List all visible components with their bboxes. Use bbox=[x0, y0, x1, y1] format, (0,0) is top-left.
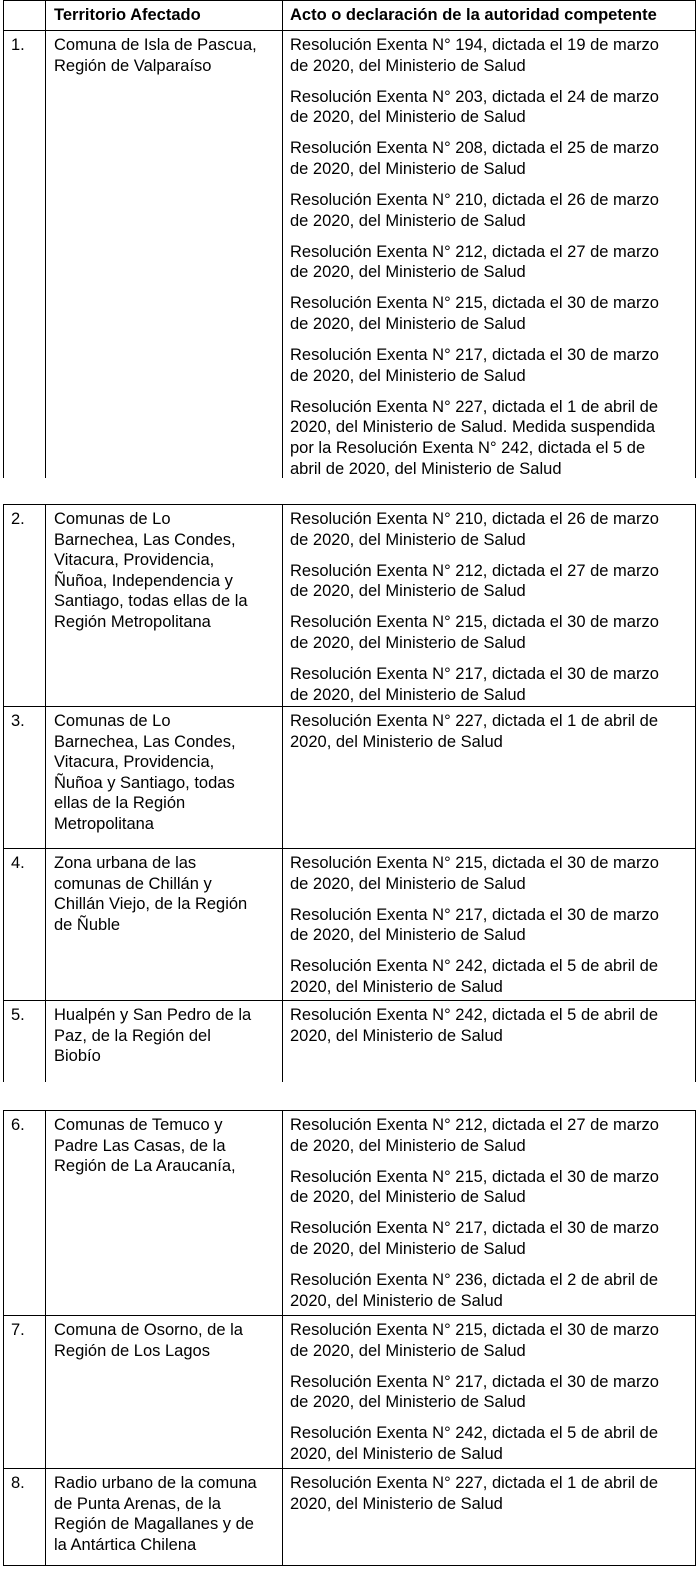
territory-line: de Punta Arenas, de la bbox=[54, 1494, 221, 1513]
resolution-line: de 2020, del Ministerio de Salud bbox=[290, 108, 526, 127]
resolution-line: 2020, del Ministerio de Salud. Medida suspendida bbox=[290, 418, 656, 437]
resolution-entry bbox=[290, 664, 691, 705]
table-header-row bbox=[3, 0, 696, 30]
resolution-line: Resolución Exenta N° 227, dictada el 1 de abril de bbox=[290, 397, 658, 416]
resolution-entry bbox=[290, 138, 691, 179]
territory-line: Comunas de Lo bbox=[54, 510, 171, 528]
territory-line: Zona urbana de las bbox=[54, 854, 197, 872]
territory-line: Vitacura, Providencia, bbox=[54, 753, 215, 772]
act-list bbox=[290, 711, 691, 763]
resolution-line: Resolución Exenta N° 242, dictada el 5 de abril de bbox=[290, 1006, 658, 1024]
table-row bbox=[3, 1315, 696, 1468]
header-number-cell bbox=[3, 0, 45, 30]
header-act-wrapper bbox=[290, 5, 691, 26]
row-number-cell bbox=[3, 1110, 45, 1315]
resolution-entry bbox=[290, 242, 691, 283]
territory-line: Chillán Viejo, de la Región bbox=[54, 895, 248, 914]
resolution-entry bbox=[290, 905, 691, 946]
resolution-line: de 2020, del Ministerio de Salud bbox=[290, 582, 526, 601]
resolution-line: 2020, del Ministerio de Salud bbox=[290, 1494, 503, 1513]
territory-cell bbox=[45, 30, 282, 504]
act-cell bbox=[282, 504, 696, 706]
territory-text bbox=[54, 1473, 274, 1555]
resolution-line: Resolución Exenta N° 242, dictada el 5 de abril de bbox=[290, 1424, 658, 1443]
row-number: 1. bbox=[11, 36, 25, 54]
act-list bbox=[290, 853, 691, 1008]
header-territory-cell bbox=[45, 0, 282, 30]
resolution-line: de 2020, del Ministerio de Salud bbox=[290, 159, 526, 178]
territory-text bbox=[54, 509, 274, 633]
act-cell bbox=[282, 1468, 696, 1566]
territory-line: Región de Valparaíso bbox=[54, 56, 212, 75]
resolution-entry bbox=[290, 853, 691, 894]
resolution-entry bbox=[290, 1115, 691, 1156]
resolution-line: Resolución Exenta N° 215, dictada el 30 de marzo bbox=[290, 854, 659, 872]
resolution-line: de 2020, del Ministerio de Salud bbox=[290, 1239, 526, 1258]
resolution-entry bbox=[290, 956, 691, 997]
resolution-line: Resolución Exenta N° 215, dictada el 30 de marzo bbox=[290, 294, 659, 313]
territory-line: Paz, de la Región del bbox=[54, 1026, 211, 1045]
row-number-cell bbox=[3, 1315, 45, 1468]
resolution-entry bbox=[290, 190, 691, 231]
resolution-entry bbox=[290, 1270, 691, 1311]
resolution-entry bbox=[290, 1473, 691, 1514]
row-number-cell bbox=[3, 706, 45, 848]
resolution-line: de 2020, del Ministerio de Salud bbox=[290, 926, 526, 945]
territory-line: de Ñuble bbox=[54, 915, 121, 934]
resolution-line: de 2020, del Ministerio de Salud bbox=[290, 685, 526, 704]
resolution-line: Resolución Exenta N° 215, dictada el 30 de marzo bbox=[290, 613, 659, 632]
territory-line: Comunas de Lo bbox=[54, 712, 171, 730]
territory-line: Barnechea, Las Condes, bbox=[54, 530, 236, 549]
resolution-entry bbox=[290, 1005, 691, 1046]
resolution-line: abril de 2020, del Ministerio de Salud bbox=[290, 459, 562, 478]
resolution-line: por la Resolución Exenta N° 242, dictada el 5 de bbox=[290, 439, 646, 457]
row-number: 2. bbox=[11, 510, 25, 528]
resolution-line: de 2020, del Ministerio de Salud bbox=[290, 211, 526, 230]
row-number-cell bbox=[3, 30, 45, 504]
territory-line: Comuna de Osorno, de la bbox=[54, 1321, 243, 1339]
page-break-gap bbox=[0, 478, 700, 504]
territory-line: Metropolitana bbox=[54, 814, 154, 833]
resolution-entry bbox=[290, 397, 691, 479]
resolution-line: de 2020, del Ministerio de Salud bbox=[290, 315, 526, 334]
territory-line: Ñuñoa, Independencia y bbox=[54, 571, 233, 590]
resolution-entry bbox=[290, 293, 691, 334]
resolution-entry bbox=[290, 1423, 691, 1464]
resolution-line: 2020, del Ministerio de Salud bbox=[290, 1444, 503, 1463]
table-row bbox=[3, 1468, 696, 1566]
territory-cell bbox=[45, 706, 282, 848]
resolution-line: de 2020, del Ministerio de Salud bbox=[290, 366, 526, 385]
resolution-line: Resolución Exenta N° 217, dictada el 30 de marzo bbox=[290, 1372, 659, 1391]
resolution-entry bbox=[290, 612, 691, 653]
territory-line: Comuna de Isla de Pascua, bbox=[54, 36, 257, 54]
territory-line: Región de Magallanes y de bbox=[54, 1515, 254, 1534]
resolution-line: 2020, del Ministerio de Salud bbox=[290, 1291, 503, 1310]
territory-line: Comunas de Temuco y bbox=[54, 1116, 223, 1134]
territory-line: Padre Las Casas, de la bbox=[54, 1136, 226, 1155]
row-number: 5. bbox=[11, 1006, 25, 1024]
table-row bbox=[3, 1110, 696, 1315]
territory-line: Región de La Araucanía, bbox=[54, 1157, 236, 1176]
row-number: 8. bbox=[11, 1474, 25, 1492]
territory-line: ellas de la Región bbox=[54, 794, 186, 813]
territory-cell bbox=[45, 1468, 282, 1566]
act-list bbox=[290, 35, 691, 490]
table-row bbox=[3, 30, 696, 504]
header-act-cell bbox=[282, 0, 696, 30]
resolution-entry bbox=[290, 35, 691, 76]
resolution-line: Resolución Exenta N° 194, dictada el 19 de marzo bbox=[290, 36, 659, 54]
resolution-line: 2020, del Ministerio de Salud bbox=[290, 732, 503, 751]
resolution-entry bbox=[290, 711, 691, 752]
resolution-line: Resolución Exenta N° 242, dictada el 5 de abril de bbox=[290, 957, 658, 976]
resolution-line: Resolución Exenta N° 215, dictada el 30 de marzo bbox=[290, 1321, 659, 1339]
row-number: 4. bbox=[11, 854, 25, 872]
act-list bbox=[290, 1005, 691, 1057]
resolution-line: Resolución Exenta N° 227, dictada el 1 de abril de bbox=[290, 1474, 658, 1492]
resolution-line: Resolución Exenta N° 210, dictada el 26 de marzo bbox=[290, 191, 659, 210]
resolution-line: de 2020, del Ministerio de Salud bbox=[290, 1188, 526, 1207]
resolution-line: Resolución Exenta N° 227, dictada el 1 de abril de bbox=[290, 712, 658, 730]
territory-line: Biobío bbox=[54, 1047, 101, 1066]
territory-text bbox=[54, 711, 274, 835]
resolution-line: Resolución Exenta N° 203, dictada el 24 de marzo bbox=[290, 87, 659, 106]
act-cell bbox=[282, 30, 696, 504]
resolution-line: de 2020, del Ministerio de Salud bbox=[290, 633, 526, 652]
resolution-line: 2020, del Ministerio de Salud bbox=[290, 1026, 503, 1045]
resolution-line: Resolución Exenta N° 217, dictada el 30 de marzo bbox=[290, 1219, 659, 1238]
resolution-line: de 2020, del Ministerio de Salud bbox=[290, 530, 526, 549]
resolution-line: Resolución Exenta N° 210, dictada el 26 de marzo bbox=[290, 510, 659, 528]
territory-text bbox=[54, 1320, 274, 1361]
table-row bbox=[3, 706, 696, 848]
row-number: 6. bbox=[11, 1116, 25, 1134]
row-number-cell bbox=[3, 504, 45, 706]
row-number-cell bbox=[3, 848, 45, 1000]
territory-text bbox=[54, 1005, 274, 1067]
table-row bbox=[3, 848, 696, 1000]
territory-line: Ñuñoa y Santiago, todas bbox=[54, 773, 235, 792]
act-cell bbox=[282, 1110, 696, 1315]
act-list bbox=[290, 1115, 691, 1322]
territory-line: Región Metropolitana bbox=[54, 612, 211, 631]
territory-text bbox=[54, 853, 274, 935]
resolution-entry bbox=[290, 345, 691, 386]
act-cell bbox=[282, 1315, 696, 1468]
resolution-line: Resolución Exenta N° 212, dictada el 27 de marzo bbox=[290, 561, 659, 580]
resolution-entry bbox=[290, 87, 691, 128]
territory-line: Región de Los Lagos bbox=[54, 1341, 210, 1360]
resolution-line: Resolución Exenta N° 212, dictada el 27 de marzo bbox=[290, 1116, 659, 1134]
row-number: 3. bbox=[11, 712, 25, 730]
act-cell bbox=[282, 848, 696, 1000]
resolution-line: de 2020, del Ministerio de Salud bbox=[290, 263, 526, 282]
resolution-line: Resolución Exenta N° 217, dictada el 30 de marzo bbox=[290, 346, 659, 365]
act-cell bbox=[282, 706, 696, 848]
territory-text bbox=[54, 1115, 274, 1177]
resolution-entry bbox=[290, 1320, 691, 1361]
territory-line: Radio urbano de la comuna bbox=[54, 1474, 257, 1492]
territory-line: Hualpén y San Pedro de la bbox=[54, 1006, 252, 1024]
resolution-entry bbox=[290, 561, 691, 602]
table-row bbox=[3, 504, 696, 706]
resolution-entry bbox=[290, 1372, 691, 1413]
resolution-line: de 2020, del Ministerio de Salud bbox=[290, 1341, 526, 1360]
territory-line: Santiago, todas ellas de la bbox=[54, 592, 248, 611]
resolution-line: de 2020, del Ministerio de Salud bbox=[290, 1393, 526, 1412]
resolution-entry bbox=[290, 1167, 691, 1208]
resolution-line: 2020, del Ministerio de Salud bbox=[290, 977, 503, 996]
territory-text bbox=[54, 35, 274, 76]
territory-line: Vitacura, Providencia, bbox=[54, 551, 215, 570]
resolution-entry bbox=[290, 1218, 691, 1259]
page-break-gap bbox=[0, 1082, 700, 1110]
resolution-line: Resolución Exenta N° 215, dictada el 30 de marzo bbox=[290, 1167, 659, 1186]
resolution-line: Resolución Exenta N° 217, dictada el 30 de marzo bbox=[290, 905, 659, 924]
territory-cell bbox=[45, 1110, 282, 1315]
row-number: 7. bbox=[11, 1321, 25, 1339]
resolution-line: Resolución Exenta N° 208, dictada el 25 de marzo bbox=[290, 139, 659, 158]
resolution-line: Resolución Exenta N° 217, dictada el 30 de marzo bbox=[290, 665, 659, 684]
resolution-line: de 2020, del Ministerio de Salud bbox=[290, 1136, 526, 1155]
act-list bbox=[290, 1320, 691, 1475]
resolution-entry bbox=[290, 509, 691, 550]
territory-line: comunas de Chillán y bbox=[54, 874, 212, 893]
resolution-line: de 2020, del Ministerio de Salud bbox=[290, 56, 526, 75]
resolution-line: Resolución Exenta N° 212, dictada el 27 de marzo bbox=[290, 242, 659, 261]
territory-line: la Antártica Chilena bbox=[54, 1535, 197, 1554]
header-territory-text: Territorio Afectado bbox=[54, 6, 201, 24]
territory-cell bbox=[45, 848, 282, 1000]
act-list bbox=[290, 1473, 691, 1525]
territory-cell bbox=[45, 1315, 282, 1468]
resolution-line: Resolución Exenta N° 236, dictada el 2 de abril de bbox=[290, 1271, 658, 1290]
resolution-line: de 2020, del Ministerio de Salud bbox=[290, 874, 526, 893]
territory-cell bbox=[45, 504, 282, 706]
row-number-cell bbox=[3, 1468, 45, 1566]
header-act-text: Acto o declaración de la autoridad competente bbox=[290, 6, 657, 24]
territory-line: Barnechea, Las Condes, bbox=[54, 732, 236, 751]
act-list bbox=[290, 509, 691, 716]
